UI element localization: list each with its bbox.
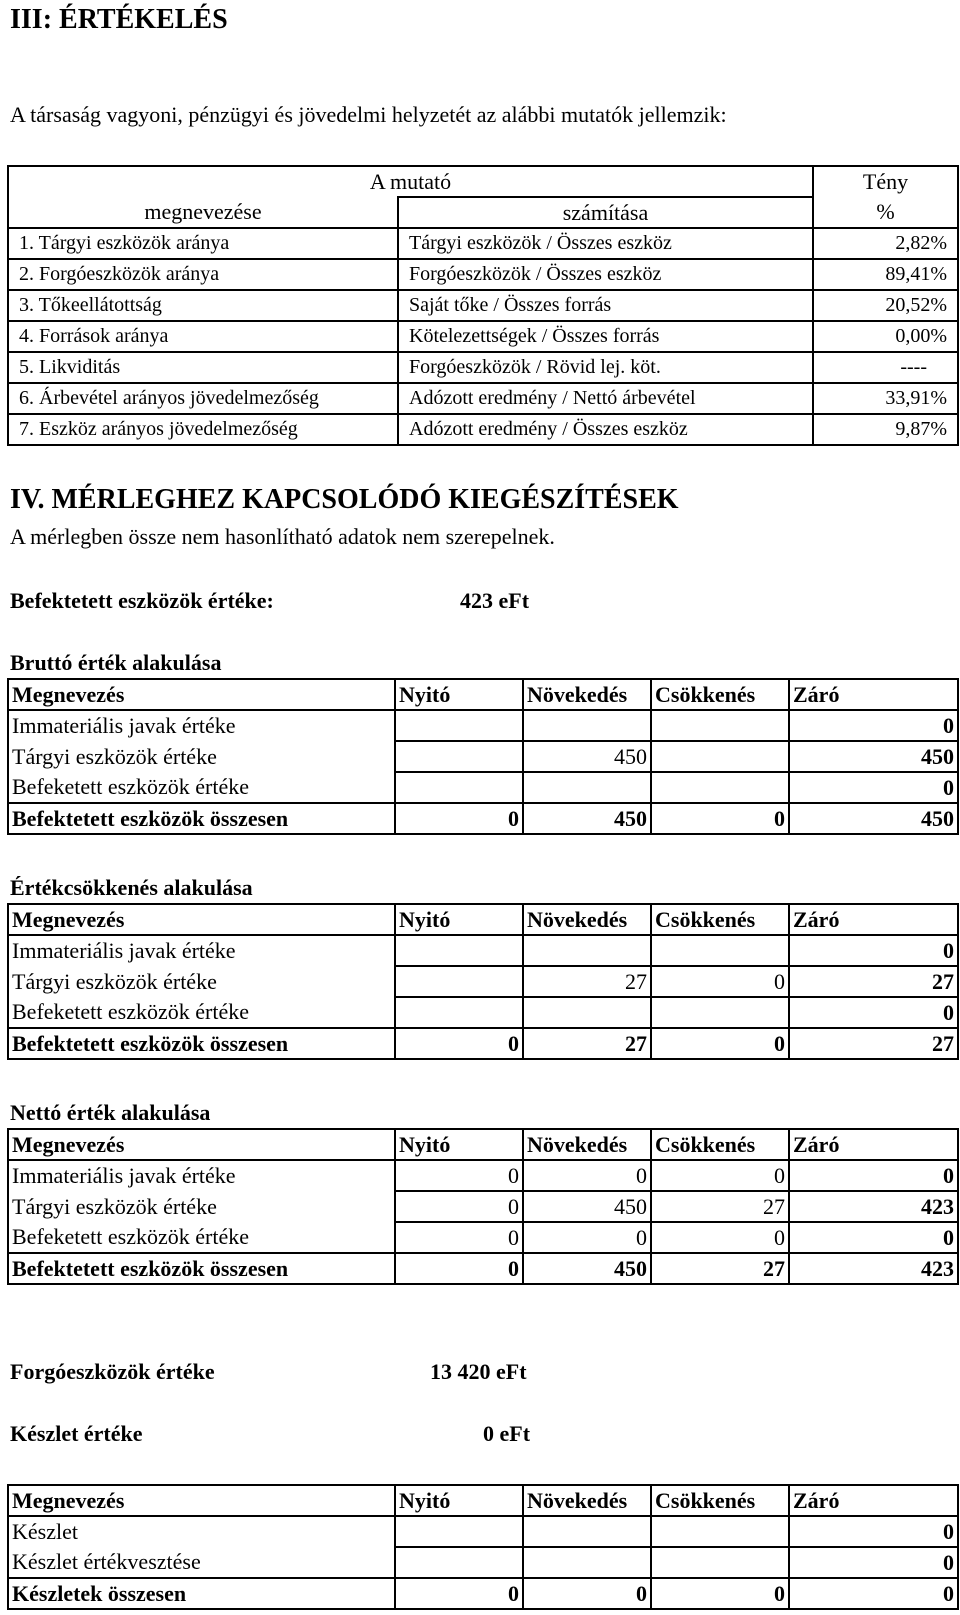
total-close: 27 [789,1028,958,1059]
row-dec: 0 [651,1222,789,1253]
row-inc: 450 [523,741,651,772]
ratio-value: 9,87% [813,414,958,445]
row-dec [651,741,789,772]
row-dec [651,710,789,741]
total-dec: 0 [651,803,789,834]
row-close: 0 [789,1547,958,1578]
header-name: Megnevezés [8,1485,395,1516]
header-close: Záró [789,1485,958,1516]
total-name: Készletek összesen [8,1578,395,1609]
inventory-label: Készlet értéke [10,1421,143,1446]
ratio-name: 3. Tőkeellátottság [8,290,398,321]
total-inc: 0 [523,1578,651,1609]
row-name: Tárgyi eszközök értéke [8,741,395,772]
total-inc: 450 [523,1253,651,1284]
section-3-intro: A társaság vagyoni, pénzügyi és jövedelmi helyzetét az alábbi mutatók jellemzik: [10,102,727,127]
row-inc [523,1516,651,1547]
row-open [395,997,523,1028]
table-header-row [8,1129,958,1160]
row-close: 0 [789,1222,958,1253]
row-name: Immateriális javak értéke [8,710,395,741]
total-dec: 27 [651,1253,789,1284]
total-close: 0 [789,1578,958,1609]
header-open: Nyitó [395,1129,523,1160]
ertekcsokkenes-title: Értékcsökkenés alakulása [10,875,253,900]
ratio-calc: Forgóeszközök / Rövid lej. köt. [398,352,813,383]
row-name: Immateriális javak értéke [8,1160,395,1191]
ratio-table [7,165,959,446]
current-assets-label: Forgóeszközök értéke [10,1359,215,1384]
header-inc: Növekedés [523,1129,651,1160]
netto-table [7,1128,959,1285]
invested-assets-label: Befektetett eszközök értéke: [10,588,274,613]
row-name: Tárgyi eszközök értéke [8,966,395,997]
header-open: Nyitó [395,904,523,935]
table-total-row [8,1253,958,1284]
row-open [395,772,523,803]
invested-assets-value: 423 eFt [460,588,530,613]
ratio-calc: Adózott eredmény / Nettó árbevétel [398,383,813,414]
row-inc [523,1547,651,1578]
row-dec [651,772,789,803]
row-close: 27 [789,966,958,997]
table-row [8,1191,958,1222]
table-header-row [8,1485,958,1516]
row-close: 0 [789,935,958,966]
ratio-header-teny: Tény [813,166,958,197]
ratio-row [8,259,958,290]
table-row [8,772,958,803]
row-open [395,741,523,772]
header-inc: Növekedés [523,679,651,710]
total-close: 423 [789,1253,958,1284]
ratio-calc: Tárgyi eszközök / Összes eszköz [398,228,813,259]
header-open: Nyitó [395,679,523,710]
ratio-row [8,290,958,321]
total-name: Befektetett eszközök összesen [8,1028,395,1059]
row-name: Befeketett eszközök értéke [8,997,395,1028]
ratio-value: 2,82% [813,228,958,259]
total-name: Befektetett eszközök összesen [8,803,395,834]
ratio-value: 20,52% [813,290,958,321]
ratio-row [8,321,958,352]
ratio-name: 1. Tárgyi eszközök aránya [8,228,398,259]
header-dec: Csökkenés [651,904,789,935]
ratio-name: 2. Forgóeszközök aránya [8,259,398,290]
total-dec: 0 [651,1028,789,1059]
ratio-name: 6. Árbevétel arányos jövedelmezőség [8,383,398,414]
ratio-value: 89,41% [813,259,958,290]
row-open: 0 [395,1160,523,1191]
row-open [395,710,523,741]
header-open: Nyitó [395,1485,523,1516]
row-name: Immateriális javak értéke [8,935,395,966]
header-dec: Csökkenés [651,679,789,710]
table-row [8,1222,958,1253]
brutto-title: Bruttó érték alakulása [10,650,222,675]
row-name: Tárgyi eszközök értéke [8,1191,395,1222]
row-dec [651,997,789,1028]
brutto-table [7,678,959,835]
row-name: Készlet értékvesztése [8,1547,395,1578]
total-close: 450 [789,803,958,834]
table-header-row [8,679,958,710]
row-inc [523,997,651,1028]
row-inc: 0 [523,1222,651,1253]
table-row [8,710,958,741]
row-inc [523,935,651,966]
header-close: Záró [789,679,958,710]
row-close: 0 [789,997,958,1028]
total-name: Befektetett eszközök összesen [8,1253,395,1284]
ratio-header-mutato: A mutató [8,166,813,197]
row-close: 450 [789,741,958,772]
table-row [8,966,958,997]
header-close: Záró [789,1129,958,1160]
ratio-row [8,414,958,445]
header-close: Záró [789,904,958,935]
ratio-row [8,228,958,259]
row-close: 0 [789,772,958,803]
header-inc: Növekedés [523,1485,651,1516]
ratio-header-percent: % [813,197,958,228]
header-name: Megnevezés [8,904,395,935]
ratio-name: 4. Források aránya [8,321,398,352]
row-name: Befeketett eszközök értéke [8,1222,395,1253]
row-close: 423 [789,1191,958,1222]
header-inc: Növekedés [523,904,651,935]
total-inc: 450 [523,803,651,834]
row-inc: 0 [523,1160,651,1191]
row-inc [523,710,651,741]
row-inc: 27 [523,966,651,997]
keszlet-table [7,1484,959,1610]
table-row [8,935,958,966]
netto-title: Nettó érték alakulása [10,1100,211,1125]
row-name: Befeketett eszközök értéke [8,772,395,803]
ratio-value: 0,00% [813,321,958,352]
row-dec [651,935,789,966]
current-assets-value: 13 420 eFt [430,1359,527,1384]
header-dec: Csökkenés [651,1129,789,1160]
ratio-row [8,352,958,383]
table-row [8,1160,958,1191]
ratio-row [8,383,958,414]
row-inc [523,772,651,803]
ratio-header-row-1 [8,166,958,197]
total-open: 0 [395,1028,523,1059]
table-header-row [8,904,958,935]
row-dec: 0 [651,1160,789,1191]
ratio-name: 7. Eszköz arányos jövedelmezőség [8,414,398,445]
ratio-calc: Saját tőke / Összes forrás [398,290,813,321]
row-dec: 0 [651,966,789,997]
table-total-row [8,803,958,834]
row-open [395,1547,523,1578]
section-3-title: III: ÉRTÉKELÉS [10,4,228,35]
ratio-calc: Adózott eredmény / Összes eszköz [398,414,813,445]
header-dec: Csökkenés [651,1485,789,1516]
header-name: Megnevezés [8,679,395,710]
row-open [395,1516,523,1547]
ratio-name: 5. Likviditás [8,352,398,383]
total-open: 0 [395,1578,523,1609]
row-name: Készlet [8,1516,395,1547]
row-dec [651,1516,789,1547]
row-open [395,966,523,997]
header-name: Megnevezés [8,1129,395,1160]
section-4-title: IV. MÉRLEGHEZ KAPCSOLÓDÓ KIEGÉSZÍTÉSEK [10,484,679,515]
table-row [8,997,958,1028]
row-open: 0 [395,1191,523,1222]
row-close: 0 [789,1516,958,1547]
ratio-calc: Forgóeszközök / Összes eszköz [398,259,813,290]
ratio-header-szamitas: számítása [398,197,813,228]
total-dec: 0 [651,1578,789,1609]
table-row [8,1516,958,1547]
row-open: 0 [395,1222,523,1253]
row-close: 0 [789,710,958,741]
ratio-value: 33,91% [813,383,958,414]
table-total-row [8,1578,958,1609]
ratio-header-megnevezes: megnevezése [8,197,398,228]
row-dec [651,1547,789,1578]
row-open [395,935,523,966]
ratio-header-row-2 [8,197,958,228]
total-open: 0 [395,1253,523,1284]
inventory-value: 0 eFt [483,1421,531,1446]
total-open: 0 [395,803,523,834]
ertekcsokkenes-table [7,903,959,1060]
table-total-row [8,1028,958,1059]
ratio-value: ---- [813,352,958,383]
table-row [8,741,958,772]
section-4-note: A mérlegben össze nem hasonlítható adatok nem szerepelnek. [10,524,555,549]
table-row [8,1547,958,1578]
ratio-calc: Kötelezettségek / Összes forrás [398,321,813,352]
row-close: 0 [789,1160,958,1191]
total-inc: 27 [523,1028,651,1059]
row-inc: 450 [523,1191,651,1222]
row-dec: 27 [651,1191,789,1222]
